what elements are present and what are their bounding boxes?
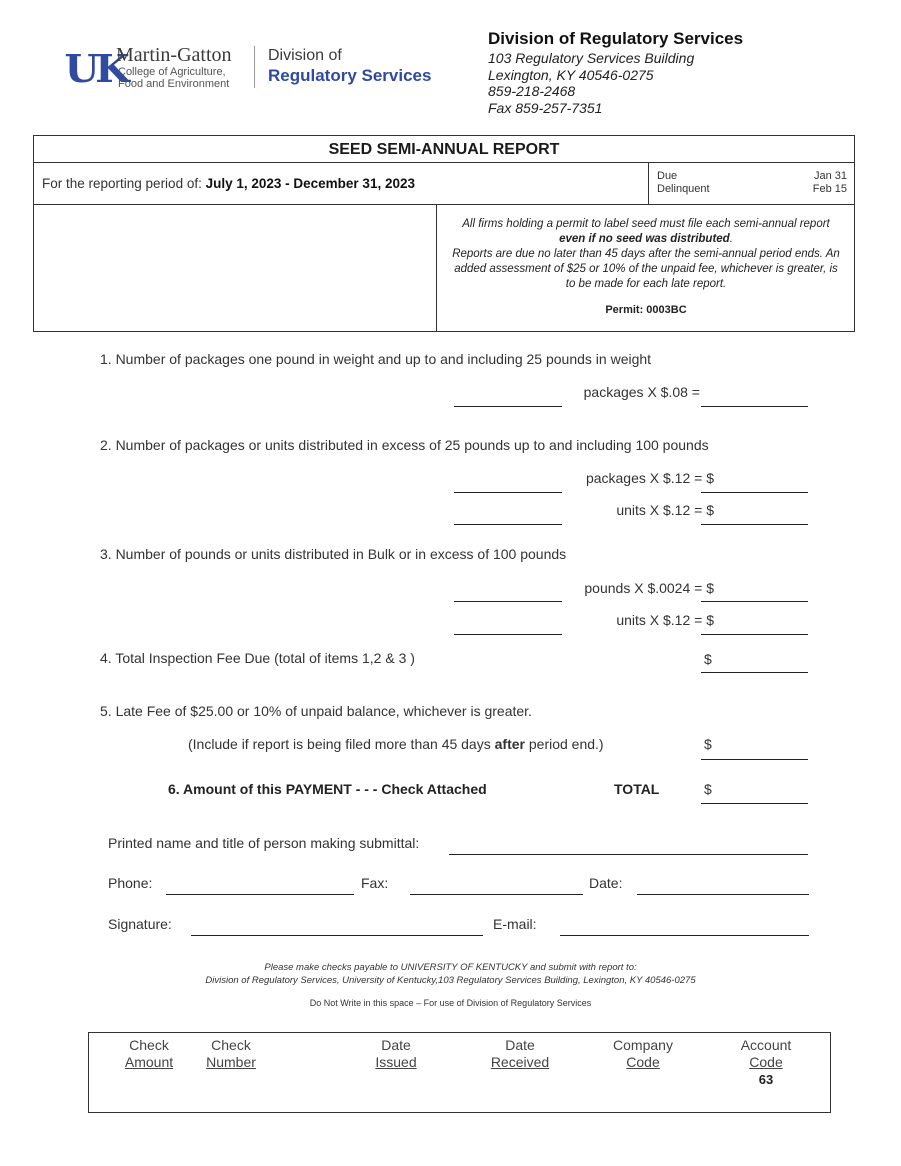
college-name: Martin-Gatton (116, 44, 232, 66)
notice-paragraph-2: Reports are due no later than 45 days after the semi-annual period ends. An added assessment of $25 or 10% of the unpaid fee, whichever is greater, is to be made for each late report. (452, 248, 840, 290)
delinquent-value: Feb 15 (812, 183, 847, 195)
notice-paragraph-1 (449, 217, 843, 247)
uk-logo-mark: UK (64, 46, 126, 91)
item-4-amount-field[interactable] (701, 672, 808, 673)
item-5-note-c: period end.) (524, 736, 604, 752)
college-subtitle (118, 66, 229, 90)
item-1-rate: packages X $.08 = (583, 384, 700, 400)
fax-field[interactable] (410, 894, 583, 895)
item-5-dollar: $ (704, 736, 712, 752)
delinquent-label: Delinquent (657, 183, 710, 195)
col-company-code (597, 1037, 689, 1071)
address-fax: Fax 859-257-7351 (488, 99, 603, 116)
col-check-number-l1: Check (211, 1037, 251, 1053)
signature-label: Signature: (108, 916, 172, 932)
item-3-units-field[interactable] (454, 634, 562, 635)
address-phone: 859-218-2468 (488, 83, 576, 99)
item-1-quantity-field[interactable] (454, 406, 562, 407)
total-amount-field[interactable] (701, 803, 808, 804)
university-logo (66, 44, 446, 94)
item-6-label: 6. Amount of this PAYMENT - - - Check Attached (168, 781, 487, 797)
filing-notice (437, 205, 855, 332)
col-company-code-l2: Code (626, 1054, 660, 1070)
period-label: For the reporting period of: (42, 176, 206, 191)
email-label: E-mail: (493, 916, 537, 932)
date-label: Date: (589, 875, 623, 891)
report-title: SEED SEMI-ANNUAL REPORT (34, 136, 854, 163)
item-5-amount-field[interactable] (701, 759, 808, 760)
total-dollar: $ (704, 781, 712, 797)
phone-field[interactable] (166, 894, 354, 895)
item-2-packages-field[interactable] (454, 492, 562, 493)
date-field[interactable] (637, 894, 809, 895)
logo-divider (254, 46, 255, 88)
payment-instructions (0, 961, 901, 987)
item-1-amount-field[interactable] (701, 406, 808, 407)
printed-name-label: Printed name and title of person making submittal: (108, 835, 420, 851)
item-2-packages-rate: packages X $.12 = $ (585, 470, 714, 486)
col-account-code-l2: Code (749, 1054, 783, 1070)
col-account-code (721, 1037, 811, 1088)
address-line2: Lexington, KY 40546-0275 (488, 66, 654, 83)
item-3-pounds-rate: pounds X $.0024 = $ (584, 580, 714, 596)
payment-instructions-line2: Division of Regulatory Services, University of Kentucky,103 Regulatory Services Building, Lexington, KY 40546-0275 (205, 975, 696, 986)
item-5-label: 5. Late Fee of $25.00 or 10% of unpaid balance, whichever is greater. (100, 703, 532, 719)
due-label: Due (657, 170, 678, 182)
address-block (488, 28, 788, 116)
reporting-period (42, 176, 415, 191)
college-subtitle-line1: College of Agriculture, (118, 66, 226, 78)
division-line1: Division of (268, 47, 342, 64)
col-date-issued-l2: Issued (375, 1054, 417, 1070)
col-company-code-l1: Company (613, 1037, 673, 1053)
phone-label: Phone: (108, 875, 153, 891)
total-label: TOTAL (614, 781, 660, 797)
col-date-issued (356, 1037, 436, 1071)
col-check-amount-l2: Amount (124, 1054, 174, 1070)
col-check-number (191, 1037, 271, 1071)
due-dates-box (648, 163, 855, 204)
item-4-dollar: $ (704, 651, 712, 667)
fax-label: Fax: (361, 875, 389, 891)
signature-field[interactable] (191, 935, 483, 936)
item-3-units-amount-field[interactable] (701, 634, 808, 635)
due-value: Jan 31 (813, 170, 847, 182)
item-2-label: 2. Number of packages or units distributed in excess of 25 pounds up to and including 100 pounds (100, 437, 709, 453)
col-date-issued-l1: Date (381, 1037, 411, 1053)
office-use-notice: Do Not Write in this space – For use of Division of Regulatory Services (309, 998, 592, 1008)
item-3-label: 3. Number of pounds or units distributed in Bulk or in excess of 100 pounds (100, 546, 567, 562)
col-date-received-l2: Received (490, 1054, 550, 1070)
item-2-units-rate: units X $.12 = $ (616, 502, 714, 518)
item-2-units-amount-field[interactable] (701, 524, 808, 525)
division-line2: Regulatory Services (268, 66, 432, 85)
permit-number: Permit: 0003BC (605, 304, 687, 316)
col-check-amount-l1: Check (129, 1037, 169, 1053)
account-code-value: 63 (758, 1072, 774, 1087)
col-date-received-l1: Date (505, 1037, 535, 1053)
col-account-code-l1: Account (740, 1037, 792, 1053)
address-title: Division of Regulatory Services (488, 29, 744, 48)
item-1-label: 1. Number of packages one pound in weight and up to and including 25 pounds in weight (100, 351, 652, 367)
item-3-units-rate: units X $.12 = $ (616, 612, 714, 628)
period-value: July 1, 2023 - December 31, 2023 (205, 176, 415, 191)
notice-1b: even if no seed was distributed (559, 233, 730, 245)
item-3-pounds-field[interactable] (454, 601, 562, 602)
item-5-note-a: (Include if report is being filed more than 45 days (188, 736, 495, 752)
address-line1: 103 Regulatory Services Building (488, 50, 695, 66)
col-check-amount (109, 1037, 189, 1071)
notice-1c: . (729, 233, 733, 245)
email-field[interactable] (560, 935, 809, 936)
period-row (34, 163, 854, 205)
notice-1a: All firms holding a permit to label seed must file each semi-annual report (462, 218, 830, 230)
item-2-units-field[interactable] (454, 524, 562, 525)
item-2-packages-amount-field[interactable] (701, 492, 808, 493)
item-3-pounds-amount-field[interactable] (701, 601, 808, 602)
report-header-box (33, 135, 855, 332)
col-date-received (475, 1037, 565, 1071)
col-check-number-l2: Number (206, 1054, 256, 1070)
firm-address-area (34, 205, 437, 332)
college-subtitle-line2: Food and Environment (118, 78, 230, 90)
printed-name-field[interactable] (449, 854, 808, 855)
office-use-box (88, 1032, 831, 1113)
payment-instructions-line1: Please make checks payable to UNIVERSITY OF KENTUCKY and submit with report to: (264, 962, 637, 973)
item-5-note (188, 736, 604, 752)
item-4-label: 4. Total Inspection Fee Due (total of items 1,2 & 3 ) (100, 650, 415, 666)
item-5-note-b: after (494, 736, 525, 752)
